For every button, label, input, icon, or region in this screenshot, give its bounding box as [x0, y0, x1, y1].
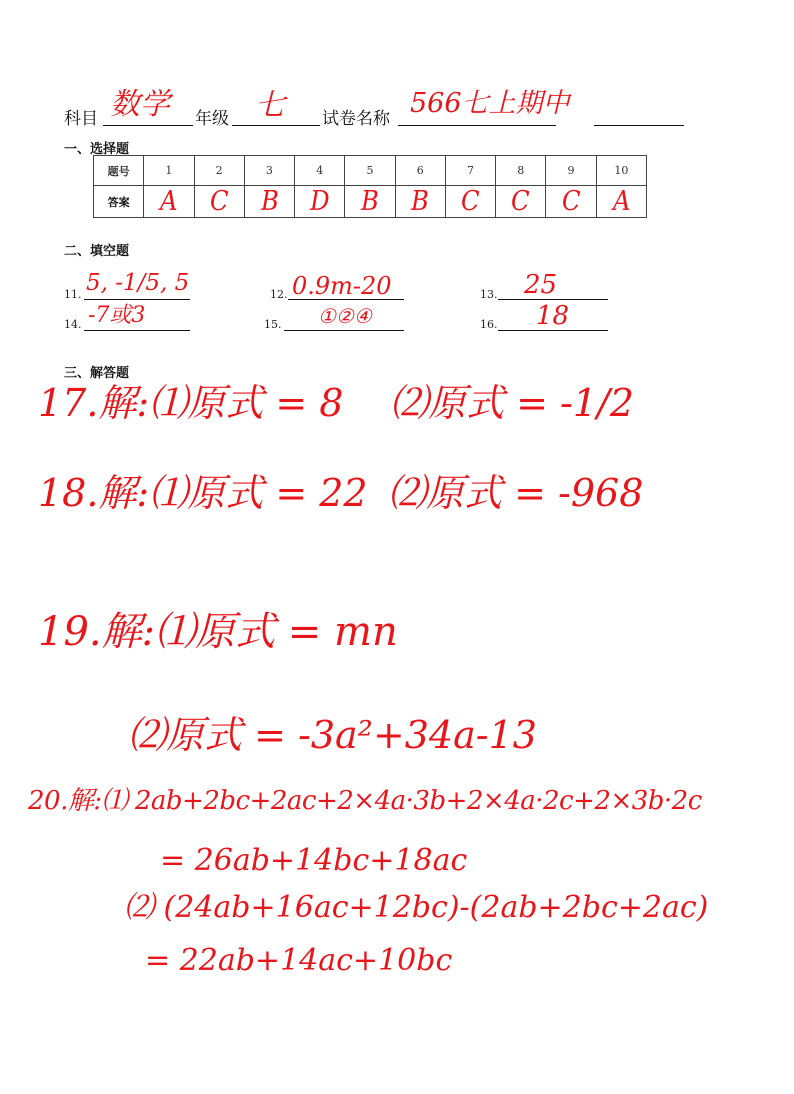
- question-number-cell: 8: [496, 156, 546, 186]
- answer-cell: [295, 186, 345, 218]
- question-number-cell: 5: [345, 156, 395, 186]
- fill-answer-11: 5, -1/5, 5: [86, 270, 190, 296]
- extra-underline: [594, 125, 684, 126]
- subject-label: 科目: [64, 109, 98, 129]
- section-fill-heading: 二、填空题: [64, 244, 130, 259]
- fill-number-12: 12.: [270, 288, 288, 301]
- answer-value: B: [361, 186, 379, 217]
- q17-part1: 17.解:⑴原式 = 8: [38, 381, 344, 425]
- section-solve-heading: 三、解答题: [64, 366, 130, 381]
- answer-value: B: [411, 186, 430, 217]
- question-number-cell: 6: [395, 156, 445, 186]
- answer-cell: [395, 186, 445, 218]
- answer-value: C: [561, 186, 581, 217]
- section-choice-heading: 一、选择题: [64, 142, 130, 157]
- fill-number-16: 16.: [480, 318, 498, 331]
- answer-cell: [596, 186, 646, 218]
- fill-number-14: 14.: [64, 318, 82, 331]
- paper-name-underline: [398, 125, 556, 126]
- table-row: [94, 186, 647, 218]
- table-row: [94, 156, 647, 186]
- answer-cell: [345, 186, 395, 218]
- fill-number-11: 11.: [64, 288, 82, 301]
- question-number-cell: 9: [546, 156, 596, 186]
- question-number-cell: 7: [445, 156, 495, 186]
- fill-answer-12: 0.9m-20: [292, 272, 392, 300]
- q18-part1: 18.解:⑴原式 = 22: [38, 471, 368, 515]
- answer-cell: [445, 186, 495, 218]
- paper-name-value: 566七上期中: [410, 88, 570, 119]
- row-label-number: 题号: [94, 156, 144, 186]
- fill-answer-15: ①②④: [318, 304, 372, 328]
- question-number-cell: 4: [295, 156, 345, 186]
- answer-value: C: [511, 186, 531, 217]
- fill-underline-13: [498, 299, 608, 300]
- q20-line4: = 22ab+14ac+10bc: [145, 943, 453, 978]
- answer-cell: [194, 186, 244, 218]
- question-number-cell: 10: [596, 156, 646, 186]
- fill-answer-14: -7或3: [88, 303, 146, 328]
- answer-cell: [244, 186, 294, 218]
- answer-cell: [546, 186, 596, 218]
- row-label-answer: 答案: [94, 186, 144, 218]
- answer-cell: [144, 186, 194, 218]
- question-number-cell: 3: [244, 156, 294, 186]
- question-number-cell: 1: [144, 156, 194, 186]
- fill-number-15: 15.: [264, 318, 282, 331]
- q20-line2: = 26ab+14bc+18ac: [160, 843, 468, 878]
- fill-number-13: 13.: [480, 288, 498, 301]
- fill-underline-16: [498, 330, 608, 331]
- fill-underline-14: [84, 330, 190, 331]
- subject-value: 数学: [110, 87, 170, 122]
- answer-value: D: [309, 186, 330, 217]
- grade-underline: [232, 125, 320, 126]
- answer-value: A: [612, 186, 631, 217]
- fill-underline-15: [284, 330, 404, 331]
- answer-value: C: [461, 186, 480, 217]
- q20-line3: ⑵ (24ab+16ac+12bc)-(2ab+2bc+2ac): [124, 890, 709, 925]
- fill-answer-16: 18: [536, 301, 570, 331]
- fill-answer-13: 25: [524, 270, 558, 300]
- choice-answer-table: [93, 155, 647, 218]
- q19-part1: 19.解:⑴原式 = mn: [38, 609, 398, 655]
- fill-underline-11: [84, 299, 190, 300]
- answer-value: A: [160, 186, 178, 217]
- subject-underline: [103, 125, 193, 126]
- q17-part2: ⑵原式 = -1/2: [390, 381, 634, 425]
- grade-value: 七: [255, 88, 285, 123]
- q18-part2: ⑵原式 = -968: [388, 471, 644, 515]
- answer-value: B: [260, 186, 279, 217]
- question-number-cell: 2: [194, 156, 244, 186]
- grade-label: 年级: [195, 109, 229, 129]
- q19-part2: ⑵原式 = -3a²+34a-13: [128, 713, 537, 757]
- paper-name-label: 试卷名称: [322, 109, 390, 129]
- answer-value: C: [209, 186, 229, 217]
- fill-underline-12: [288, 299, 404, 300]
- q20-line1: 20.解:⑴ 2ab+2bc+2ac+2×4a·3b+2×4a·2c+2×3b·2c: [28, 786, 702, 816]
- answer-cell: [496, 186, 546, 218]
